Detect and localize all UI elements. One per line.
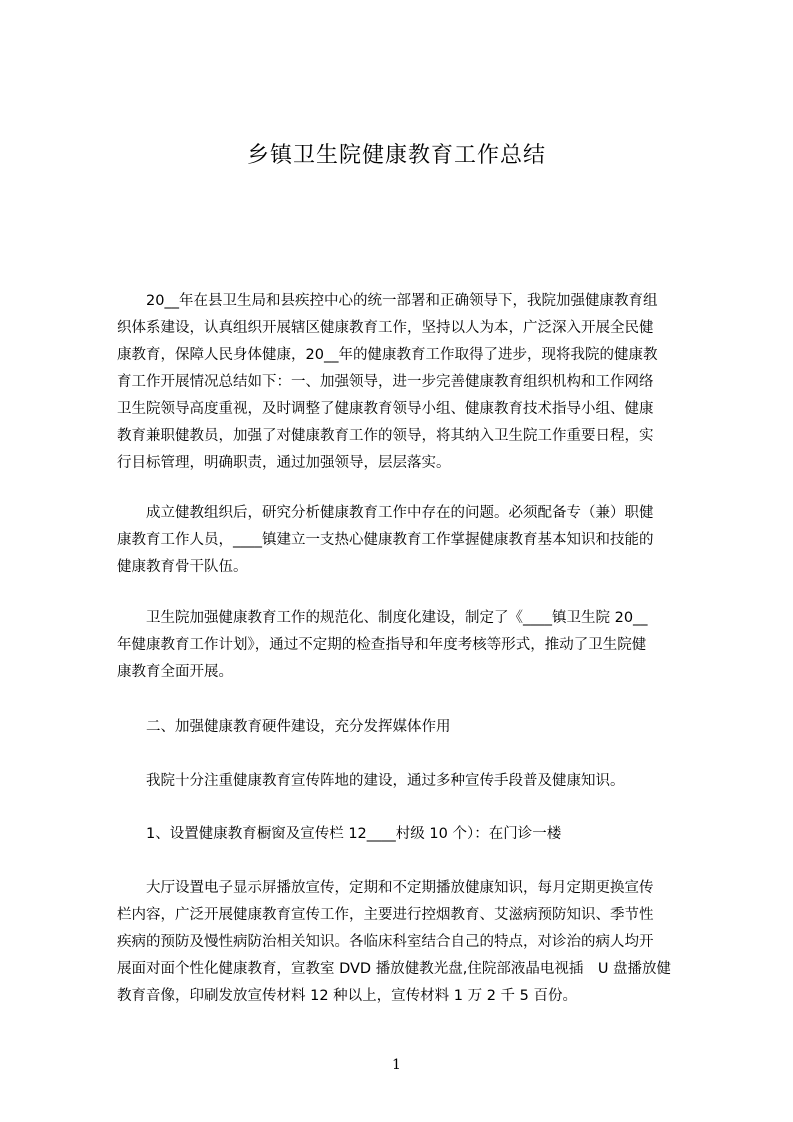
body-line: 栏内容，广泛开展健康教育宣传工作，主要进行控烟教育、艾滋病预防知识、季节性: [117, 907, 654, 923]
document-title: 乡镇卫生院健康教育工作总结: [246, 143, 546, 168]
page-number: 1: [392, 1057, 401, 1073]
body-line: 教育兼职健教员，加强了对健康教育工作的领导，将其纳入卫生院工作重要日程，实: [117, 428, 654, 444]
body-line: 康教育全面开展。: [117, 664, 233, 680]
body-line: 行目标管理，明确职责，通过加强领导，层层落实。: [117, 455, 451, 471]
body-line: 育工作开展情况总结如下：一、加强领导，进一步完善健康教育组织机构和工作网络: [117, 374, 654, 390]
body-line: 织体系建设，认真组织开展辖区健康教育工作，坚持以人为本，广泛深入开展全民健: [117, 320, 654, 336]
body-line: 教育音像，印刷发放宣传材料 12 种以上，宣传材料 1 万 2 千 5 百份。: [117, 988, 577, 1004]
body-line: 康教育工作人员，____镇建立一支热心健康教育工作掌握健康教育基本知识和技能的: [117, 532, 654, 548]
body-line: 20__年在县卫生局和县疾控中心的统一部署和正确领导下，我院加强健康教育组: [117, 293, 658, 309]
body-line: 康教育，保障人民身体健康，20__年的健康教育工作取得了进步，现将我院的健康教: [117, 347, 658, 363]
body-line: 我院十分注重健康教育宣传阵地的建设，通过多种宣传手段普及健康知识。: [117, 773, 625, 789]
body-line: 展面对面个性化健康教育，宣教室 DVD 播放健教光盘,住院部液晶电视插 U 盘播放健: [117, 961, 672, 977]
body-line: 卫生院领导高度重视，及时调整了健康教育领导小组、健康教育技术指导小组、健康: [117, 401, 654, 417]
list-item: 1、设置健康教育橱窗及宣传栏 12____村级 10 个）：在门诊一楼: [117, 826, 562, 842]
body-line: 年健康教育工作计划》，通过不定期的检查指导和年度考核等形式，推动了卫生院健: [117, 637, 647, 653]
body-line: 卫生院加强健康教育工作的规范化、制度化建设，制定了《____镇卫生院 20__: [117, 610, 648, 626]
body-line: 大厅设置电子显示屏播放宣传，定期和不定期播放健康知识，每月定期更换宣传: [117, 880, 654, 896]
section-heading: 二、加强健康教育硬件建设，充分发挥媒体作用: [117, 719, 451, 735]
body-line: 成立健教组织后，研究分析健康教育工作中存在的问题。必须配备专（兼）职健: [117, 505, 654, 521]
body-line: 健康教育骨干队伍。: [117, 559, 248, 575]
body-line: 疾病的预防及慢性病防治相关知识。各临床科室结合自己的特点，对诊治的病人均开: [117, 934, 654, 950]
